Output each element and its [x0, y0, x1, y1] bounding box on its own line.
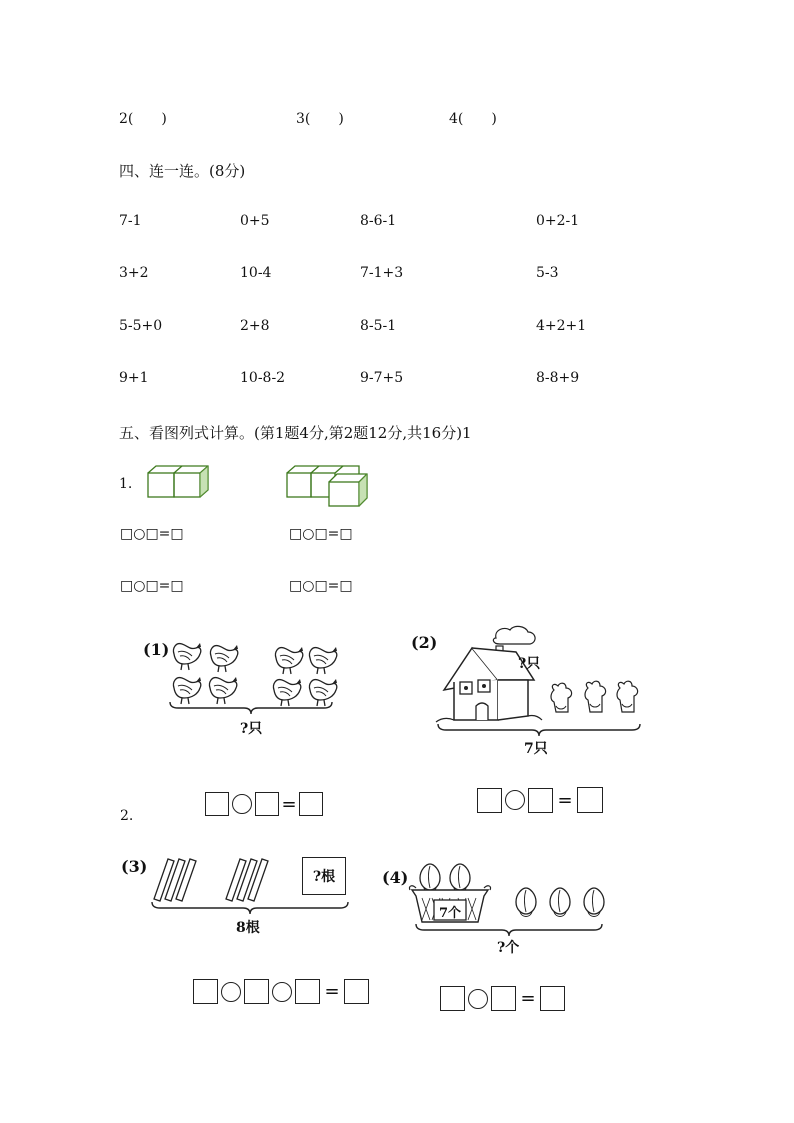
p3-unknown: ?根 — [312, 869, 336, 885]
match-item[interactable]: 2+8 — [240, 318, 270, 334]
answer-box[interactable] — [244, 979, 269, 1004]
match-item[interactable]: 10-4 — [240, 265, 272, 281]
formula-row[interactable]: □○□=□ — [289, 526, 353, 542]
equals-sign: = — [520, 988, 536, 1009]
match-item[interactable]: 8-5-1 — [360, 318, 397, 334]
match-item[interactable]: 3+2 — [119, 265, 149, 281]
answer-box[interactable] — [577, 787, 603, 813]
answer-box[interactable] — [299, 792, 323, 816]
match-item[interactable]: 10-8-2 — [240, 370, 286, 386]
match-item[interactable]: 0+5 — [240, 213, 270, 229]
section4-title: 四、连一连。(8分) — [119, 162, 246, 180]
p4-basket-count: 7个 — [438, 906, 462, 921]
match-item[interactable]: 9-7+5 — [360, 370, 404, 386]
equation-p3[interactable] — [193, 979, 369, 1004]
equals-sign: = — [557, 789, 573, 811]
answer-box[interactable] — [440, 986, 465, 1011]
answer-box[interactable] — [193, 979, 218, 1004]
blank-4[interactable]: 4( ) — [449, 111, 497, 127]
match-item[interactable]: 5-3 — [536, 265, 559, 281]
answer-box[interactable] — [477, 788, 502, 813]
answer-box[interactable] — [205, 792, 229, 816]
formula-row[interactable]: □○□=□ — [120, 578, 184, 594]
operator-circle[interactable] — [232, 794, 252, 814]
match-item[interactable]: 8-8+9 — [536, 370, 580, 386]
section5-title: 五、看图列式计算。(第1题4分,第2题12分,共16分)1 — [119, 424, 472, 442]
brace-p3 — [150, 900, 350, 916]
p1-label: (1) — [143, 640, 170, 659]
p4-label: (4) — [382, 868, 409, 887]
q2-number: 2. — [120, 808, 134, 824]
answer-box[interactable] — [491, 986, 516, 1011]
p1-total: ?只 — [240, 721, 263, 737]
blank-2[interactable]: 2( ) — [119, 111, 167, 127]
match-item[interactable]: 5-5+0 — [119, 318, 163, 334]
q1-number: 1. — [119, 476, 133, 492]
equals-sign: = — [281, 793, 297, 815]
brace-p1 — [168, 700, 334, 716]
match-item[interactable]: 9+1 — [119, 370, 149, 386]
answer-box[interactable] — [255, 792, 279, 816]
match-item[interactable]: 7-1 — [119, 213, 142, 229]
operator-circle[interactable] — [468, 989, 488, 1009]
operator-circle[interactable] — [272, 982, 292, 1002]
equation-p4[interactable] — [440, 986, 565, 1011]
match-item[interactable]: 4+2+1 — [536, 318, 587, 334]
match-item[interactable]: 0+2-1 — [536, 213, 580, 229]
answer-box[interactable] — [540, 986, 565, 1011]
cube-group-two — [146, 464, 210, 500]
p3-label: (3) — [121, 857, 148, 876]
brace-p4 — [414, 922, 604, 938]
answer-box[interactable] — [528, 788, 553, 813]
formula-row[interactable]: □○□=□ — [120, 526, 184, 542]
formula-row[interactable]: □○□=□ — [289, 578, 353, 594]
p3-unknown-box — [302, 857, 346, 895]
blank-3[interactable]: 3( ) — [296, 111, 344, 127]
answer-box[interactable] — [344, 979, 369, 1004]
p3-total: 8根 — [236, 920, 260, 936]
cube-group-three — [285, 464, 373, 508]
match-item[interactable]: 7-1+3 — [360, 265, 404, 281]
match-item[interactable]: 8-6-1 — [360, 213, 397, 229]
equals-sign: = — [324, 981, 340, 1002]
house-with-rabbits — [436, 624, 654, 726]
p2-label: (2) — [411, 633, 438, 652]
stick-bundles — [150, 855, 270, 903]
p2-unknown: ?只 — [518, 656, 541, 672]
p4-total: ?个 — [497, 940, 520, 956]
operator-circle[interactable] — [505, 790, 525, 810]
answer-box[interactable] — [295, 979, 320, 1004]
p2-total: 7只 — [524, 741, 548, 757]
equation-p1[interactable] — [205, 792, 323, 816]
equation-p2[interactable] — [477, 787, 603, 813]
brace-p2 — [436, 722, 642, 738]
operator-circle[interactable] — [221, 982, 241, 1002]
